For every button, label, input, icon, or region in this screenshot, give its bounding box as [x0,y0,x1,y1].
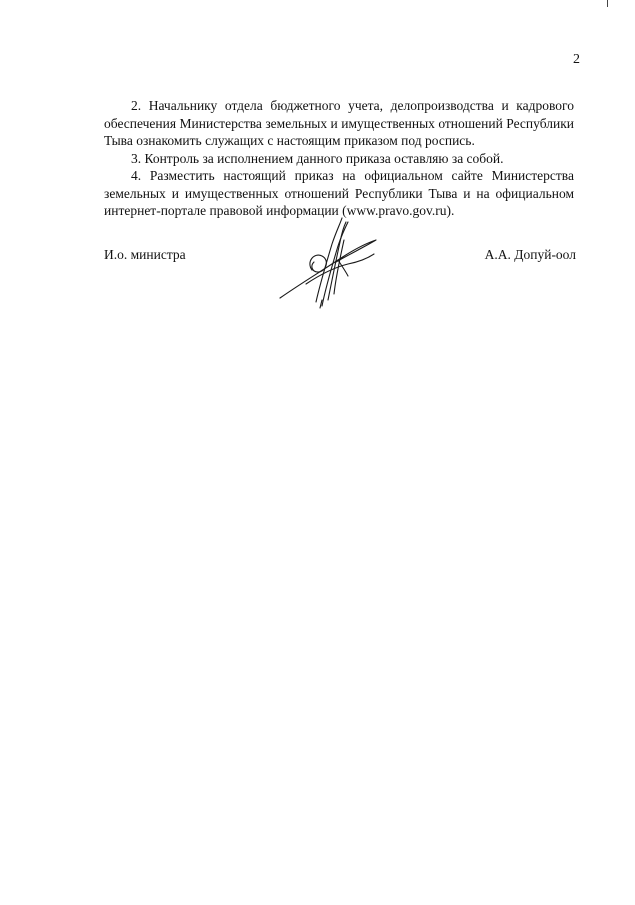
signatory-name: А.А. Допуй-оол [484,247,576,262]
scan-edge-mark [607,0,608,7]
paragraph-2: 2. Начальнику отдела бюджетного учета, делопроизводства и кадрового обеспечения Министерства земельных и имущественных отношений Республики Тыва ознакомить служащих с настоящим приказом под роспись. [104,98,574,148]
paragraph-3: 3. Контроль за исполнением данного приказа оставляю за собой. [131,150,504,166]
document-body [104,97,574,220]
paragraph-4: 4. Разместить настоящий приказ на официальном сайте Министерства земельных и имущественных отношений Республики Тыва и на официальном интернет-портале правовой информации (www.pravo.gov.ru). [104,168,574,218]
signatory-position: И.о. министра [104,247,186,262]
page-number: 2 [573,52,580,67]
handwritten-signature [276,214,380,310]
